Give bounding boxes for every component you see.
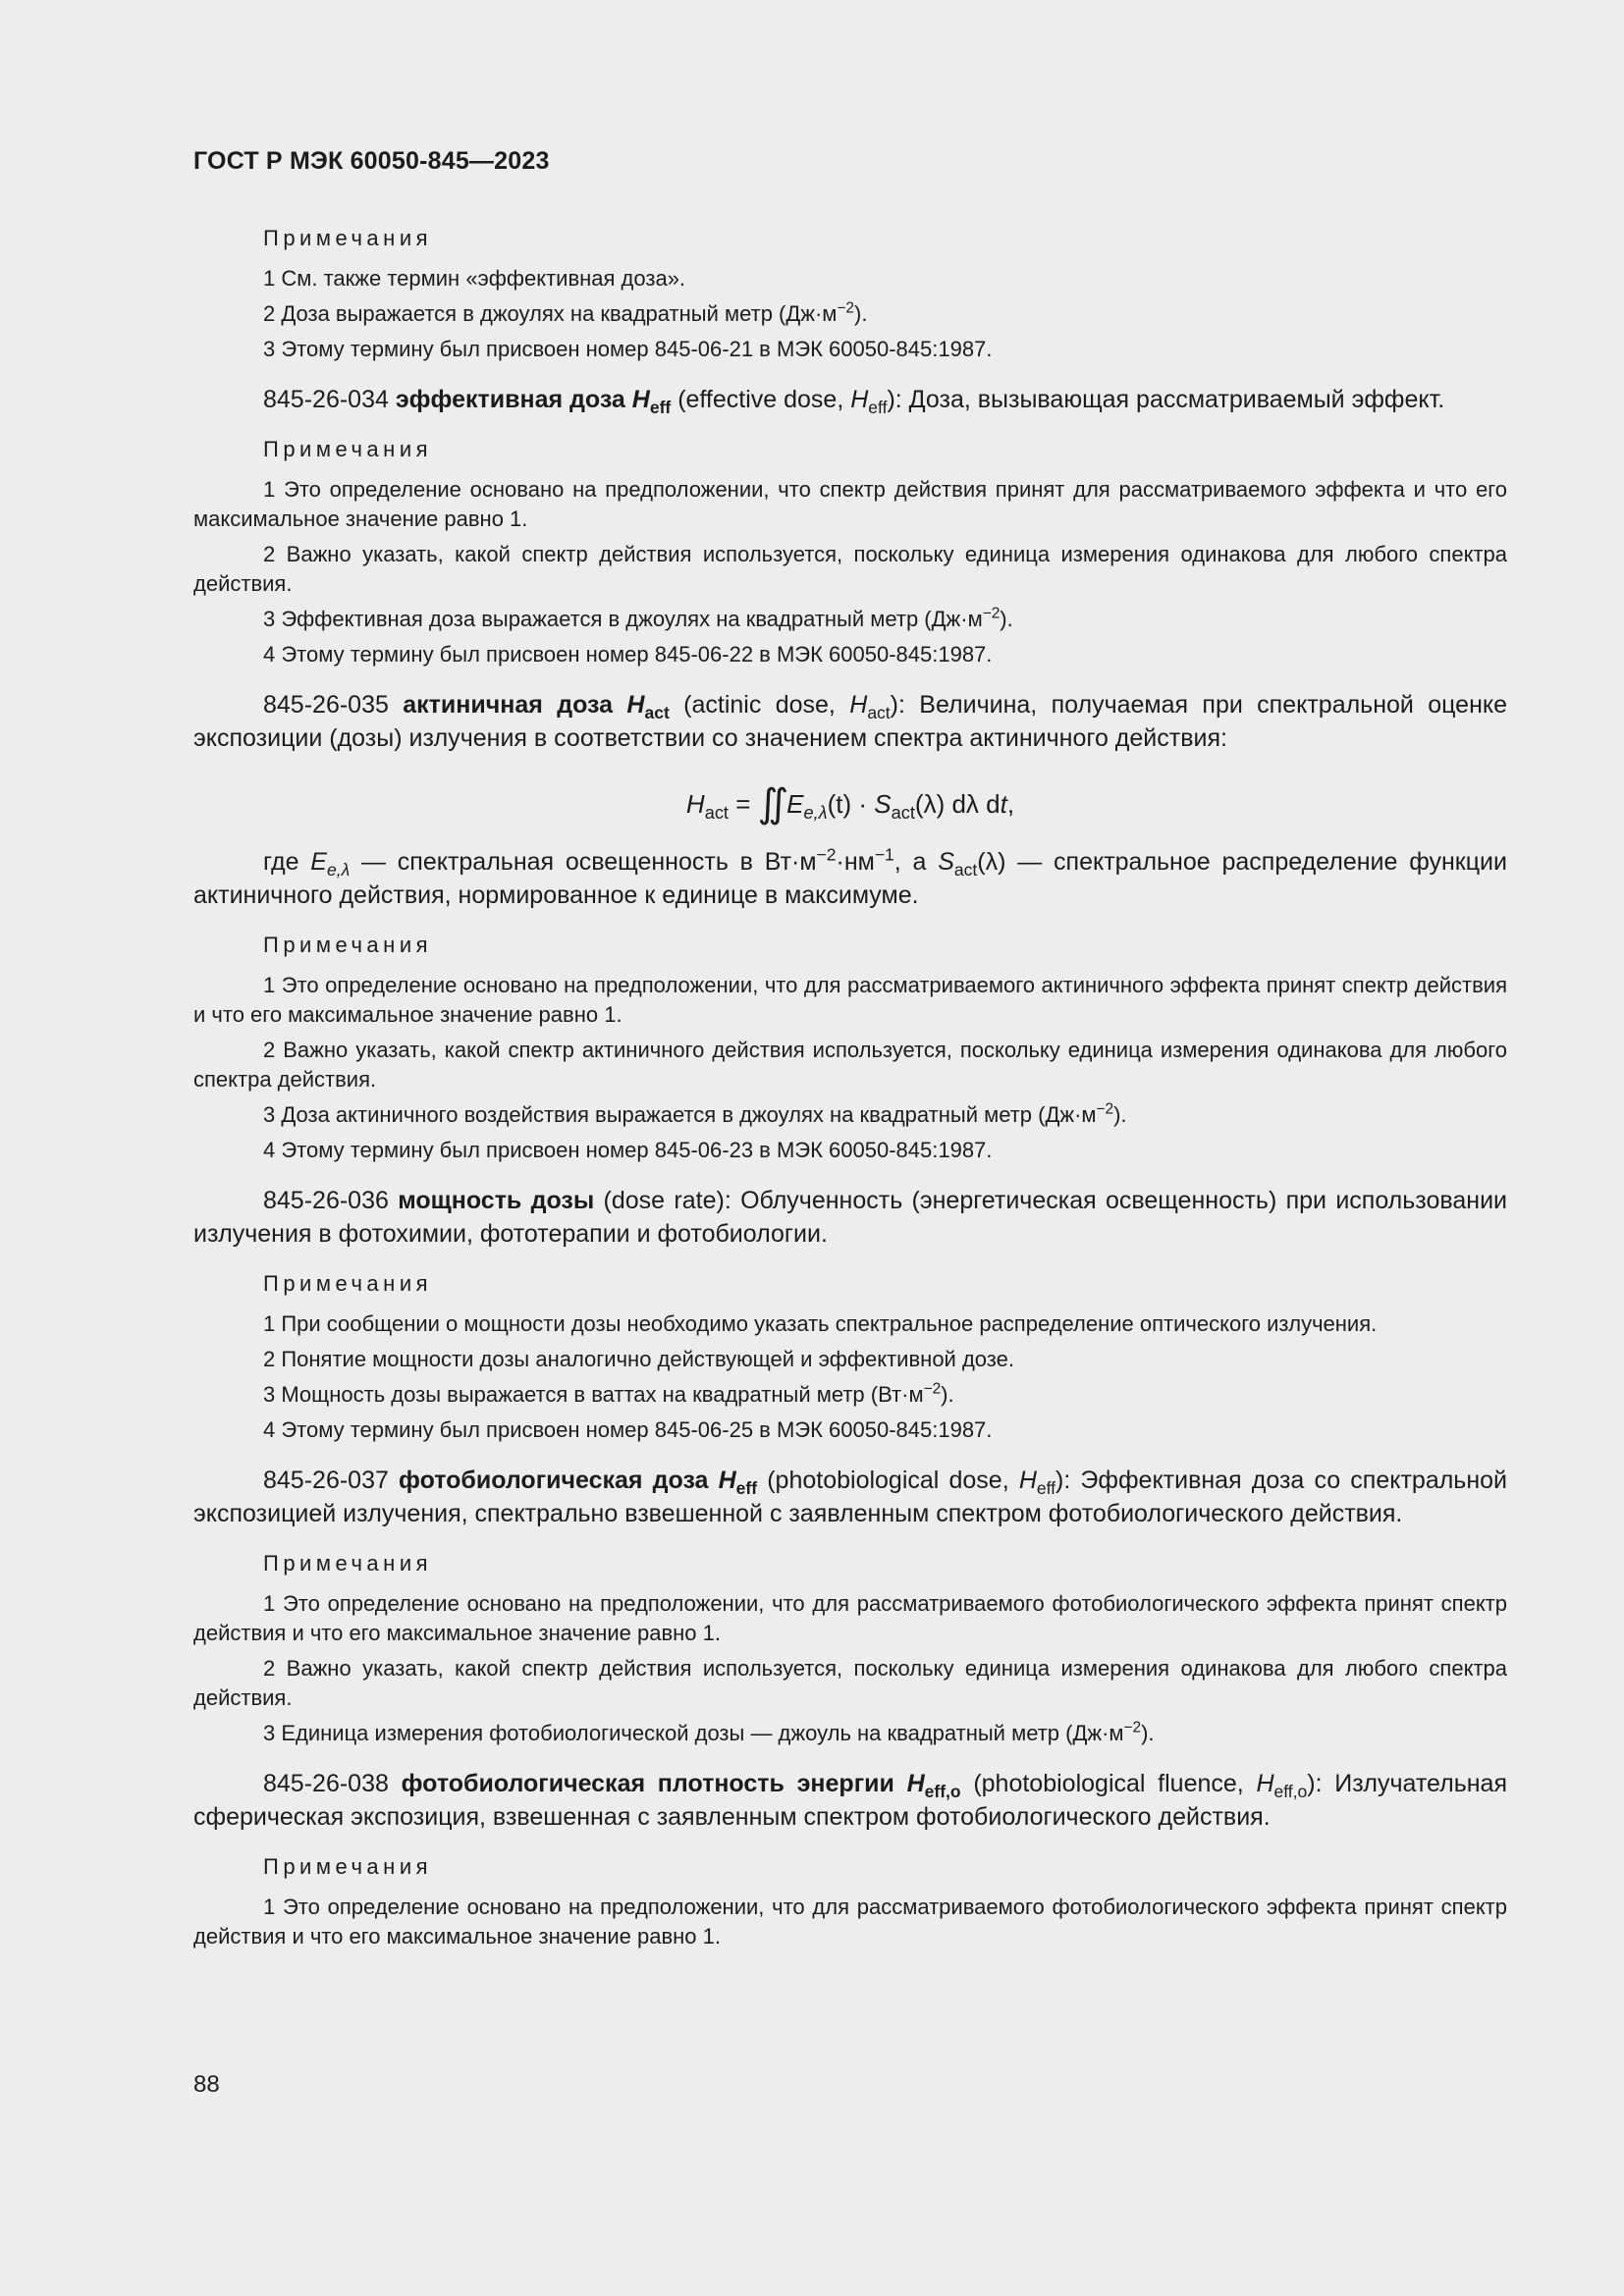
note: 1 При сообщении о мощности дозы необходимо указать спектральное распределение оптического излучения.: [263, 1311, 1378, 1336]
note: 4 Этому термину был присвоен номер 845-06-22 в МЭК 60050-845:1987.: [263, 642, 993, 667]
note: 3 Мощность дозы выражается в ваттах на квадратный метр $(Вт\cdot м^{-2})$.: [263, 1380, 954, 1407]
note: 1 Это определение основано на предположении, что для рассматриваемого актиничного эффекта принят спектр действия и что его максимальное значение равно 1.: [193, 973, 1507, 1027]
formula-explanation: где $E_{e,\lambda}$ — спектральная освещенность в $Вт\cdot м^{-2}\cdot нм^{-1}$, а $S_{act}(\lambda)$ — спектральное распределение функции актиничного действия, нормированное к единице в максимуме.: [193, 844, 1507, 909]
notes-heading: Примечания: [263, 437, 433, 461]
note: 1 См. также термин «эффективная доза».: [263, 266, 686, 291]
note: 1 Это определение основано на предположении, что для рассматриваемого фотобиологического эффекта принят спектр действия и что его максимальное значение равно 1.: [193, 1591, 1507, 1645]
term-entry-036: 845-26-036 мощность дозы (dose rate): Облученность (энергетическая освещенность) при использовании излучения в фотохимии, фототерапии и фотобиологии.: [193, 1187, 1508, 1248]
note: 2 Доза выражается в джоулях на квадратный метр $(Дж\cdot м^{-2})$.: [263, 299, 868, 326]
note: 1 Это определение основано на предположении, что спектр действия принят для рассматриваемого эффекта и что его максимальное значение равно 1.: [193, 477, 1507, 531]
double-integral-symbol: ∬: [757, 782, 778, 826]
note: 2 Важно указать, какой спектр действия используется, поскольку единица измерения одинакова для любого спектра действия.: [193, 1656, 1507, 1710]
term-entry-038: 845-26-038 фотобиологическая плотность энергии $H_{eff,o}$ (photobiological fluence, $H_{eff,o}$): Излучательная сферическая экспозиция, взвешенная с заявленным спектром фотобиологического действия.: [193, 1770, 1507, 1831]
term-entry-034: 845-26-034 эффективная доза $H_{eff}$ (effective dose, $H_{eff}$): Доза, вызывающая рассматриваемый эффект.: [263, 386, 1445, 417]
note: 3 Доза актиничного воздействия выражается в джоулях на квадратный метр $(Дж\cdot м^{-2})$.: [263, 1100, 1127, 1127]
notes-heading: Примечания: [263, 1271, 433, 1296]
note: 2 Важно указать, какой спектр действия используется, поскольку единица измерения одинакова для любого спектра действия.: [193, 542, 1507, 596]
note: 4 Этому термину был присвоен номер 845-06-23 в МЭК 60050-845:1987.: [263, 1138, 993, 1162]
notes-heading: Примечания: [263, 226, 433, 250]
actinic-dose-formula: $H_{act}$ = ∬ $E_{e,\lambda}(t) \cdot S_{act}(\lambda)$ dλ dt,: [685, 782, 1015, 826]
note: 2 Понятие мощности дозы аналогично действующей и эффективной дозе.: [263, 1347, 1014, 1371]
term-entry-037: 845-26-037 фотобиологическая доза $H_{eff}$ (photobiological dose, $H_{eff}$): Эффективная доза со спектральной экспозицией излучения, спектрально взвешенной с заявленным спектром фотобиологического действия.: [193, 1467, 1508, 1527]
note: 3 Эффективная доза выражается в джоулях на квадратный метр $(Дж\cdot м^{-2})$.: [263, 605, 1013, 631]
notes-heading: Примечания: [263, 1551, 433, 1575]
page-header: ГОСТ Р МЭК 60050-845—2023: [193, 147, 550, 175]
note: 3 Этому термину был присвоен номер 845-06-21 в МЭК 60050-845:1987.: [263, 337, 993, 361]
page-content: [193, 224, 1507, 1957]
note: 3 Единица измерения фотобиологической дозы — джоуль на квадратный метр $(Дж\cdot м^{-2})$.: [263, 1719, 1155, 1745]
note: 2 Важно указать, какой спектр актиничного действия используется, поскольку единица измерения одинакова для любого спектра действия.: [193, 1038, 1507, 1092]
page-number: 88: [193, 2071, 220, 2098]
note: 1 Это определение основано на предположении, что для рассматриваемого фотобиологического эффекта принят спектр действия и что его максимальное значение равно 1.: [193, 1895, 1507, 1949]
notes-heading: Примечания: [263, 1854, 433, 1879]
note: 4 Этому термину был присвоен номер 845-06-25 в МЭК 60050-845:1987.: [263, 1417, 993, 1442]
term-entry-035: 845-26-035 актиничная доза $H_{act}$ (actinic dose, $H_{act}$): Величина, получаемая при спектральной оценке экспозиции (дозы) излучения в соответствии со значением спектра актиничного действия:: [193, 691, 1508, 752]
notes-heading: Примечания: [263, 933, 433, 957]
